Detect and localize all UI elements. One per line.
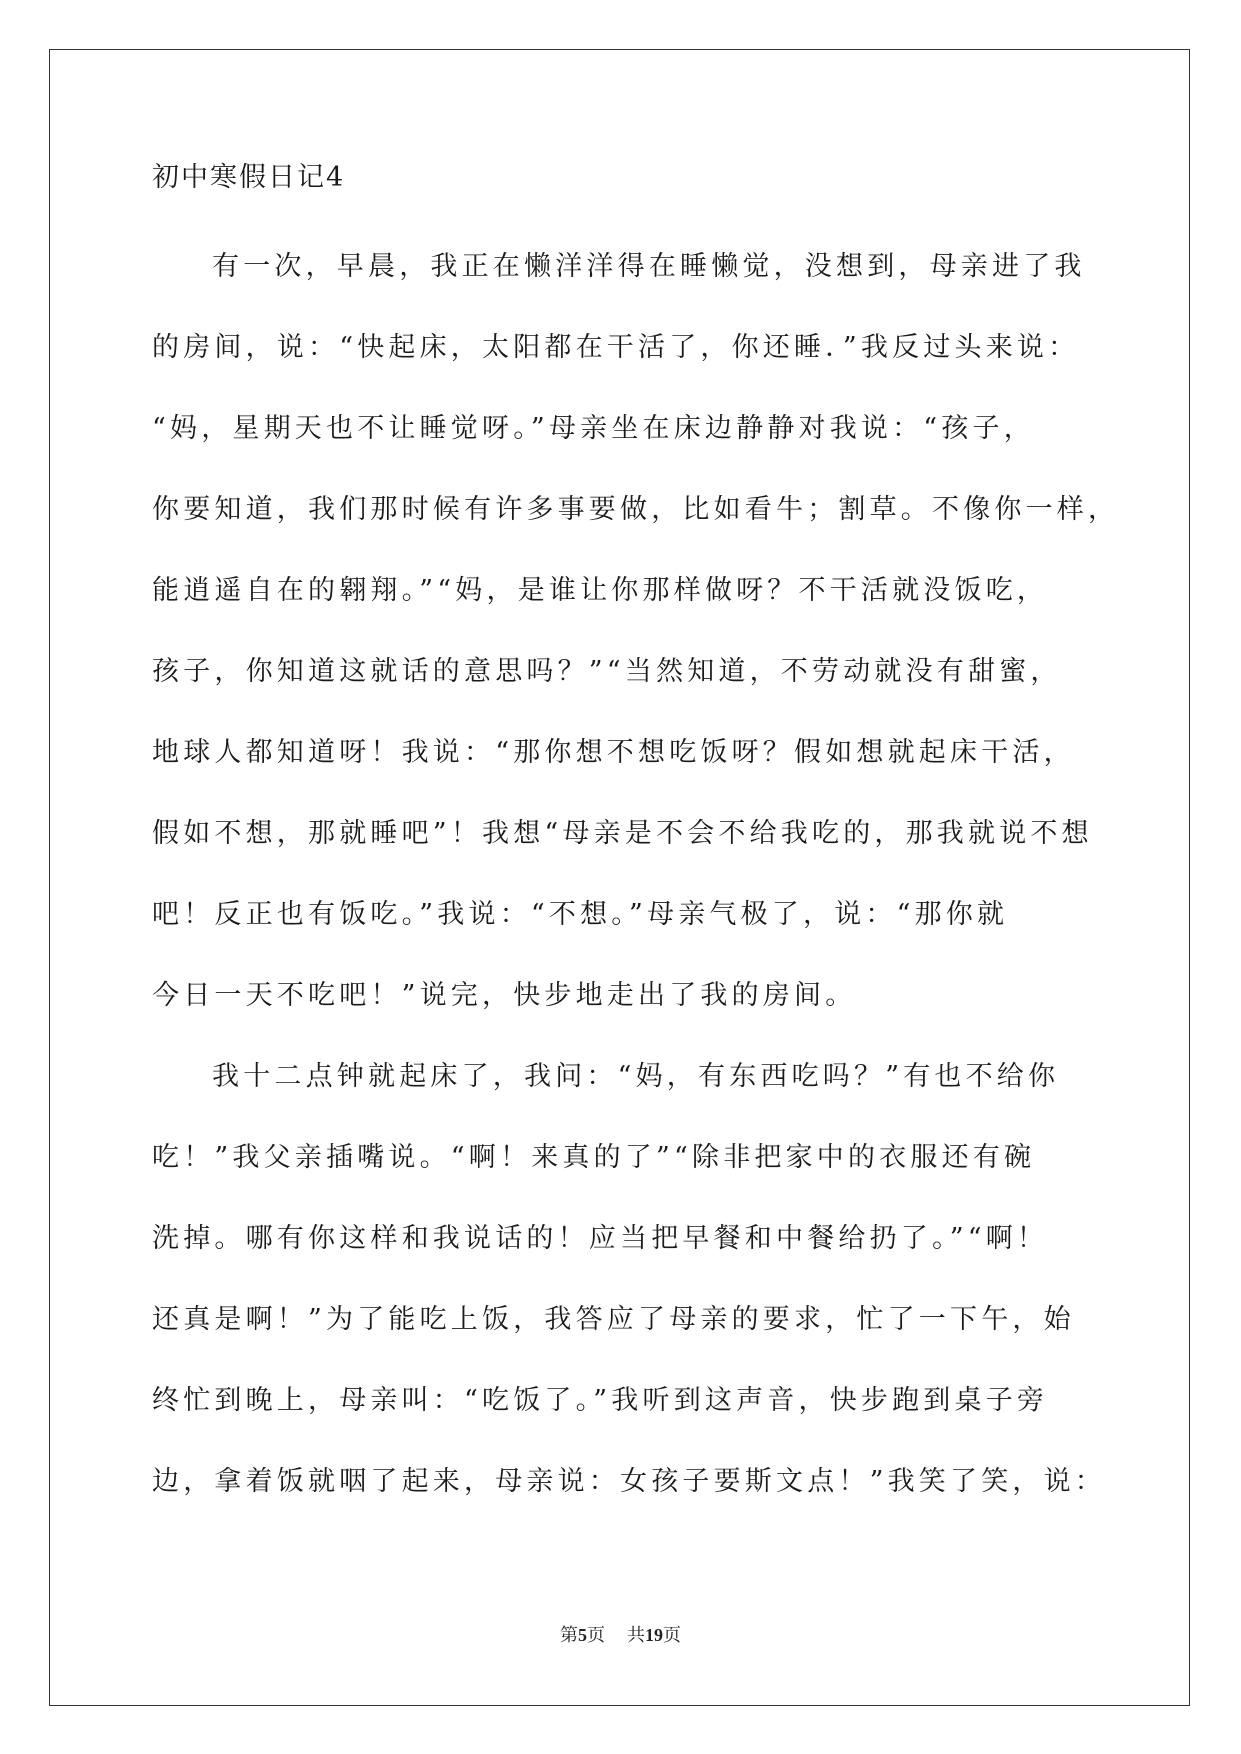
total-prefix: 共 (627, 1625, 645, 1646)
paragraph-line: 今日一天不吃吧！”说完，快步地走出了我的房间。 (152, 980, 857, 1011)
paragraph-line: 的房间，说：“快起床，太阳都在干活了，你还睡．”我反过头来说： (152, 332, 1080, 363)
paragraph-line: “妈，星期天也不让睡觉呀。”母亲坐在床边静静对我说：“孩子， (152, 413, 1035, 444)
total-unit: 页 (663, 1625, 681, 1646)
current-page-number: 5 (578, 1625, 587, 1645)
document-body (152, 160, 1120, 1522)
paragraph-line: 地球人都知道呀！我说：“那你想不想吃饭呀？假如想就起床干活， (152, 737, 1075, 768)
paragraph-line: 还真是啊！”为了能吃上饭，我答应了母亲的要求，忙了一下午，始 (152, 1304, 1075, 1335)
total-page-count: 19 (645, 1625, 663, 1645)
paragraph-line: 边，拿着饭就咽了起来，母亲说：女孩子要斯文点！”我笑了笑，说： (152, 1466, 1107, 1497)
page-unit: 页 (587, 1625, 605, 1646)
paragraph-1 (152, 226, 1120, 1036)
paragraph-2 (152, 1036, 1107, 1522)
paragraph-line: 吧！反正也有饭吃。”我说：“不想。”母亲气极了，说：“那你就 (152, 899, 1009, 930)
document-title: 初中寒假日记4 (152, 162, 346, 193)
paragraph-line: 假如不想，那就睡吧”！我想“母亲是不会不给我吃的，那我就说不想 (152, 818, 1093, 849)
page-footer (0, 1624, 1241, 1647)
paragraph-line: 你要知道，我们那时候有许多事要做，比如看牛；割草。不像你一样， (152, 494, 1120, 525)
paragraph-line: 孩子，你知道这就话的意思吗？”“当然知道，不劳动就没有甜蜜， (152, 656, 1062, 687)
paragraph-line: 终忙到晚上，母亲叫：“吃饭了。”我听到这声音，快步跑到桌子旁 (152, 1385, 1049, 1416)
paragraph-line: 洗掉。哪有你这样和我说话的！应当把早餐和中餐给扔了。”“啊！ (152, 1223, 1049, 1254)
page-prefix: 第 (560, 1625, 578, 1646)
paragraph-line: 我十二点钟就起床了，我问：“妈，有东西吃吗？”有也不给你 (212, 1061, 1060, 1092)
paragraph-line: 能逍遥自在的翱翔。”“妈，是谁让你那样做呀？不干活就没饭吃， (152, 575, 1049, 606)
paragraph-line: 吃！”我父亲插嘴说。“啊！来真的了”“除非把家中的衣服还有碗 (152, 1142, 1036, 1173)
paragraph-line: 有一次，早晨，我正在懒洋洋得在睡懒觉，没想到，母亲进了我 (212, 251, 1086, 282)
